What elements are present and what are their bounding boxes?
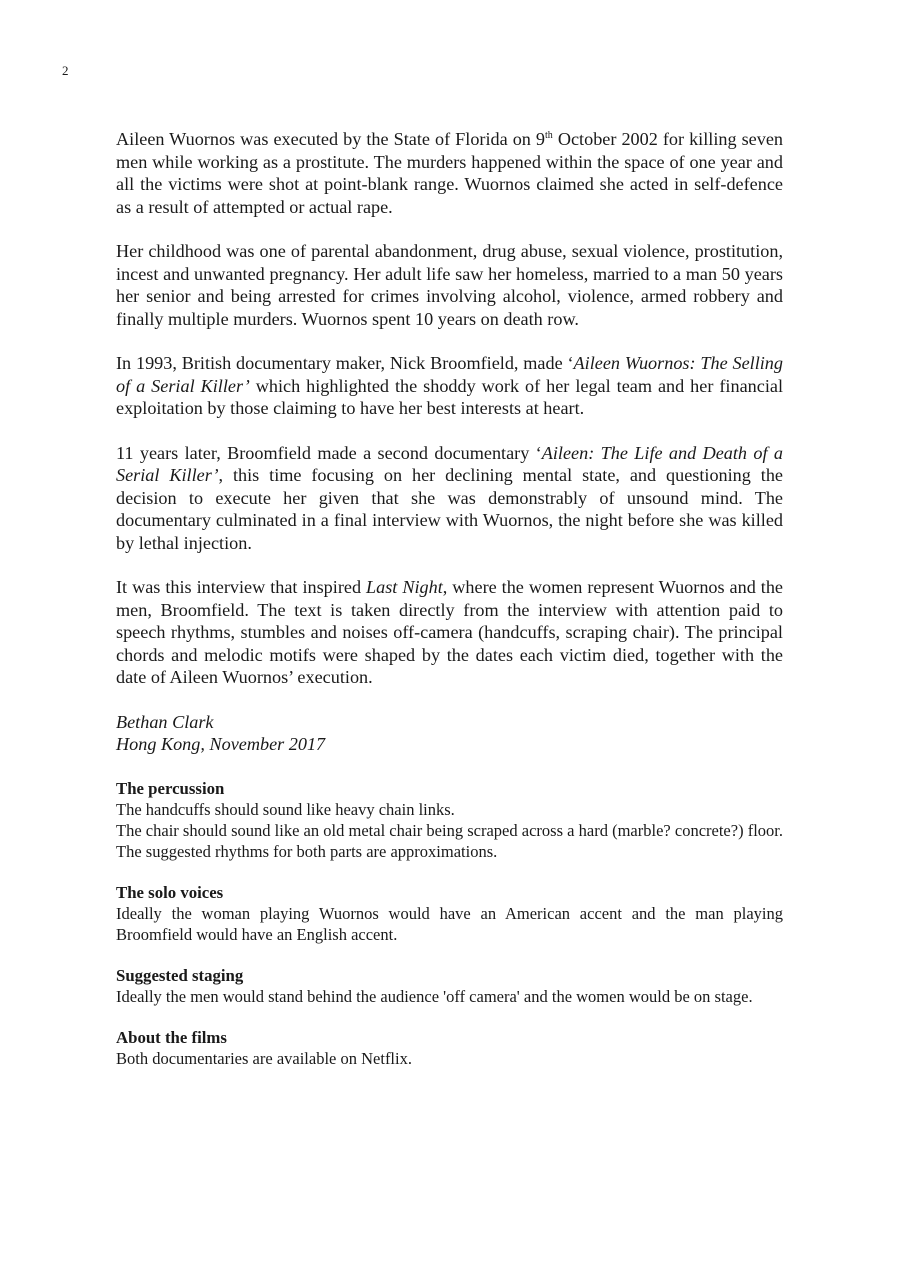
intro-paragraph-3: [116, 352, 783, 420]
work-title: Last Night: [366, 577, 443, 597]
ordinal-suffix: th: [545, 129, 553, 141]
intro-p3-text-b: which highlighted the shoddy work of her legal team and her financial exploitation by those claiming to have her best interests at heart.: [116, 375, 783, 418]
section-text: The chair should sound like an old metal chair being scraped across a hard (marble? concrete?) floor. The suggested rhythms for both parts are approximations.: [116, 820, 783, 861]
section-heading: About the films: [116, 1027, 227, 1047]
author-place-date: Hong Kong, November 2017: [116, 734, 326, 754]
section-percussion: [116, 778, 783, 862]
section-films: [116, 1027, 783, 1069]
section-heading: The solo voices: [116, 882, 224, 902]
section-heading: The percussion: [116, 778, 225, 798]
section-text: The handcuffs should sound like heavy chain links.: [116, 799, 455, 819]
document-body: [116, 128, 783, 1089]
intro-p3-text-a: In 1993, British documentary maker, Nick Broomfield, made ‘: [116, 353, 574, 373]
intro-p1-text-a: Aileen Wuornos was executed by the State of Florida on 9: [116, 129, 546, 149]
film-title-1: Aileen Wuornos: The Selling of a Serial Killer’: [116, 353, 783, 396]
signature-block: [116, 711, 783, 756]
section-text: Ideally the men would stand behind the audience 'off camera' and the women would be on stage.: [116, 986, 753, 1006]
intro-p5-text-b: , where the women represent Wuornos and the men, Broomfield. The text is taken directly from the interview with attention paid to speech rhythms, stumbles and noises off-camera (handcuffs, scraping chair). The principal chords and melodic motifs were shaped by the dates each victim died, together with the date of Aileen Wuornos’ execution.: [116, 577, 783, 687]
section-staging: [116, 965, 783, 1007]
intro-p4-text-b: , this time focusing on her declining mental state, and questioning the decision to execute her given that she was demonstrably of unsound mind. The documentary culminated in a final interview with Wuornos, the night before she was killed by lethal injection.: [116, 465, 783, 553]
film-title-2: Aileen: The Life and Death of a Serial Killer’: [116, 442, 783, 485]
intro-p1-text-b: October 2002 for killing seven men while working as a prostitute. The murders happened within the space of one year and all the victims were shot at point-blank range. Wuornos claimed she acted in self-defence as a result of attempted or actual rape.: [116, 129, 784, 217]
section-text: Both documentaries are available on Netflix.: [116, 1048, 412, 1068]
intro-p4-text-a: 11 years later, Broomfield made a second documentary ‘: [116, 442, 542, 463]
intro-paragraph-4: [116, 442, 783, 555]
section-solo-voices: [116, 882, 783, 945]
page-number: 2: [62, 63, 69, 78]
intro-paragraph-5: [116, 576, 783, 689]
section-text: Ideally the woman playing Wuornos would have an American accent and the man playing Broomfield would have an English accent.: [116, 903, 783, 944]
intro-paragraph-2: Her childhood was one of parental abandonment, drug abuse, sexual violence, prostitution, incest and unwanted pregnancy. Her adult life saw her homeless, married to a man 50 years her senior and being arrested for crimes involving alcohol, violence, armed robbery and finally multiple murders. Wuornos spent 10 years on death row.: [116, 241, 783, 329]
intro-p5-text-a: It was this interview that inspired: [116, 577, 367, 597]
section-heading: Suggested staging: [116, 965, 244, 985]
intro-paragraph-1: [116, 128, 783, 218]
author-name: Bethan Clark: [116, 711, 214, 732]
